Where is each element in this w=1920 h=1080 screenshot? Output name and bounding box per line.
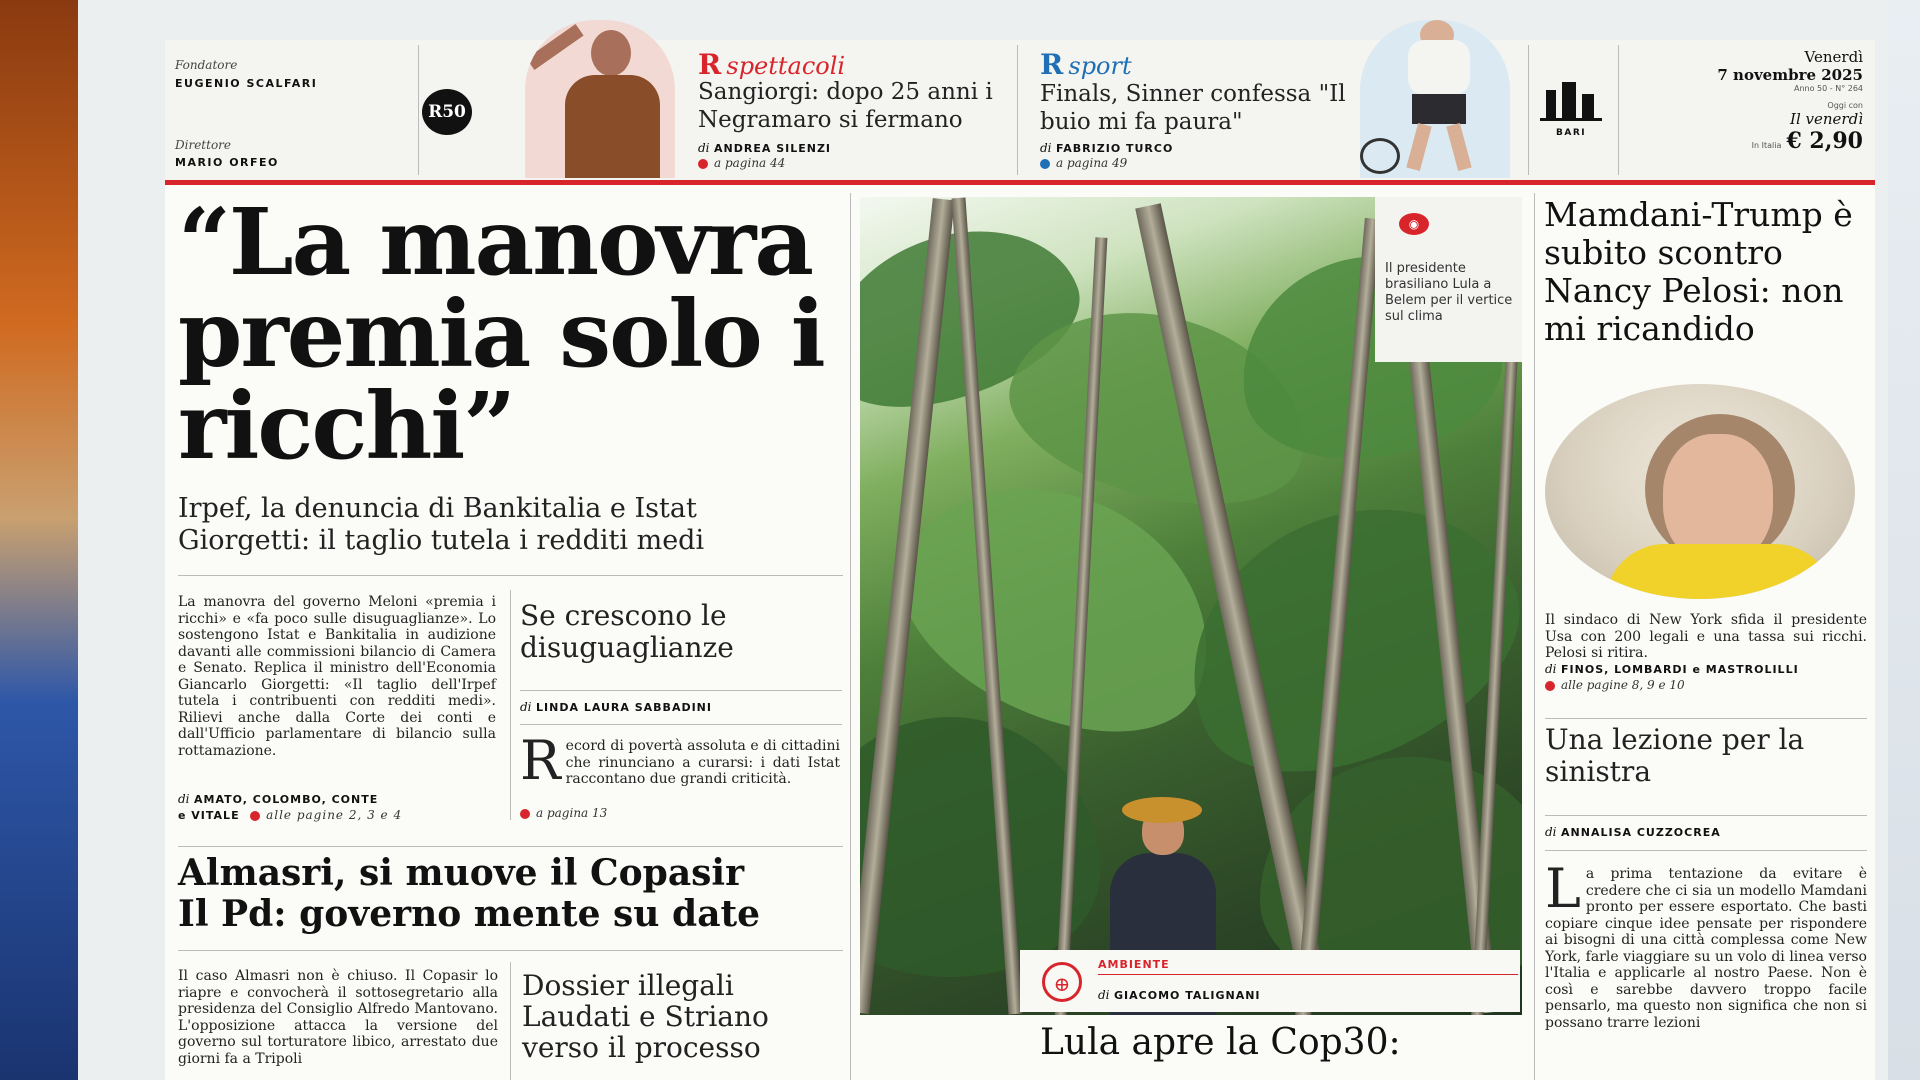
section-rule [1545, 815, 1867, 816]
sport-page-ref: a pagina 49 [1040, 156, 1127, 170]
lezione-headline[interactable]: Una lezione per la sinistra [1545, 723, 1805, 788]
dossier-headline[interactable]: Dossier illegali Laudati e Striano verso il processo [522, 969, 769, 1064]
photo-caption: Il presidente brasiliano Lula a Belem per il vertice sul clima [1385, 261, 1513, 324]
lead-byline-2: e VITALE alle pagine 2, 3 e 4 [178, 808, 403, 822]
ambiente-section: AMBIENTE [1098, 958, 1170, 971]
spettacoli-section-label [698, 48, 845, 81]
supplement-name: Il venerdì [1790, 110, 1863, 128]
masthead-divider [1017, 45, 1018, 175]
lead-subhead-1: Irpef, la denuncia di Bankitalia e Istat [178, 493, 697, 524]
spettacoli-byline: di ANDREA SILENZI [698, 141, 832, 155]
lezione-byline: di ANNALISA CUZZOCREA [1545, 825, 1721, 839]
pelosi-portrait [1545, 384, 1855, 599]
almasri-body: Il caso Almasri non è chiuso. Il Copasir lo riapre e convocherà il sottosegretario alla presidenza del Consiglio Alfredo Mantovano. L'opposizione attacca la versione del governo sul torturatore libico, arrestato due giorni fa a Tripoli [178, 968, 498, 1067]
disuguaglianze-body: Record di povertà assoluta e di cittadini che rinunciano a curarsi: i dati Istat raccontano due grandi criticità. [520, 729, 840, 792]
spettacoli-tag: spettacoli [726, 52, 846, 80]
masthead-divider [418, 45, 419, 175]
sport-byline: di FABRIZIO TURCO [1040, 141, 1174, 155]
photo-caption-box [1375, 197, 1522, 362]
section-rule [1545, 718, 1867, 719]
mamdani-byline: di FINOS, LOMBARDI e MASTROLILLI [1545, 662, 1799, 676]
almasri-headline-1[interactable]: Almasri, si muove il Copasir [178, 852, 745, 894]
founder-name: EUGENIO SCALFARI [175, 77, 318, 90]
camera-icon: ◉ [1399, 213, 1429, 235]
founder-label: Fondatore [175, 58, 238, 72]
director-name: MARIO ORFEO [175, 156, 279, 169]
lead-headline[interactable]: “La manovra premia solo i ricchi” [178, 188, 824, 480]
date: 7 novembre 2025 [1717, 66, 1863, 84]
r50-logo: R50 [422, 89, 472, 135]
section-rule [178, 950, 843, 951]
r-mark: R [1040, 48, 1064, 81]
almasri-headline-2[interactable]: Il Pd: governo mente su date [178, 893, 761, 935]
disuguaglianze-page-ref: a pagina 13 [520, 806, 607, 820]
lezione-body: La prima tentazione da evitare è credere che ci sia un modello Mamdani pronto per essere esportato. Che basti copiare cinque idee pensate per rispondere ai bisogni di una città complessa come New York, farle viaggiare su un volo di linea verso l'Italia e applicarle al nostro Paese. Non è così e sarebbe davvero troppo facile pensarlo, ma questo non significa che non si possano trarre lezioni [1545, 866, 1867, 1031]
cop30-headline[interactable]: Lula apre la Cop30: [1040, 1022, 1401, 1063]
city-name: BARI [1556, 128, 1587, 138]
spettacoli-page-ref: a pagina 44 [698, 156, 785, 170]
tv-background-left [0, 0, 80, 1080]
oggi-label: Oggi con [1827, 101, 1863, 110]
tv-background-right [1888, 0, 1920, 1080]
director-label: Direttore [175, 138, 232, 152]
section-rule [178, 846, 843, 847]
lead-body: La manovra del governo Meloni «premia i ricchi» e «fa poco sulle disuguaglianze». Lo sostengono Istat e Bankitalia in audizione davanti alle commissioni bilancio di Camera e Senato. Replica il ministro dell'Economia Giancarlo Giorgetti: «Il taglio dell'Irpef tutela i contribuenti con redditi medi». Rilievi anche dalla Corte dei conti e dall'Ufficio parlamentare di bilancio sulla rottamazione. [178, 594, 496, 759]
r-mark: R [698, 48, 722, 81]
disuguaglianze-headline[interactable]: Se crescono le disuguaglianze [520, 599, 734, 664]
date-block [1625, 48, 1863, 154]
masthead-divider [1618, 45, 1619, 175]
inner-divider [510, 590, 511, 820]
column-divider [850, 193, 851, 1080]
date-day: Venerdì [1804, 48, 1863, 66]
ambiente-tag-box [1020, 950, 1520, 1012]
price: € 2,90 [1786, 128, 1863, 154]
mamdani-body: Il sindaco di New York sfida il presidente Usa con 200 legali e una tassa sui ricchi. Pelosi si ritira. [1545, 612, 1867, 661]
inner-divider [510, 962, 511, 1080]
ambiente-byline: di GIACOMO TALIGNANI [1098, 988, 1261, 1002]
spettacoli-photo [525, 20, 675, 178]
masthead-red-rule [165, 180, 1875, 185]
sport-photo [1360, 20, 1510, 178]
spettacoli-headline[interactable]: Sangiorgi: dopo 25 anni i Negramaro si fermano [698, 79, 993, 133]
issue-number: Anno 50 - N° 264 [1794, 84, 1863, 93]
sport-tag: sport [1068, 52, 1132, 80]
disuguaglianze-byline: di LINDA LAURA SABBADINI [520, 700, 712, 714]
section-rule [520, 724, 842, 725]
city-skyline-icon [1540, 78, 1602, 121]
section-rule [520, 690, 842, 691]
mamdani-headline[interactable]: Mamdani-Trump è subito scontro Nancy Pelosi: non mi ricandido [1544, 195, 1853, 348]
mamdani-page-ref: alle pagine 8, 9 e 10 [1545, 678, 1685, 692]
masthead-divider [1528, 45, 1529, 175]
section-rule [1098, 974, 1518, 975]
lead-byline: di AMATO, COLOMBO, CONTE [178, 792, 379, 806]
column-divider [1534, 193, 1535, 1080]
globe-icon: ⊕ [1042, 962, 1082, 1002]
price-row: In Italia € 2,90 [1751, 128, 1863, 154]
section-rule [1545, 850, 1867, 851]
sport-section-label [1040, 48, 1132, 81]
sport-headline[interactable]: Finals, Sinner confessa "Il buio mi fa paura" [1040, 81, 1346, 135]
lead-subhead-2: Giorgetti: il taglio tutela i redditi medi [178, 525, 705, 556]
section-rule [178, 575, 843, 576]
